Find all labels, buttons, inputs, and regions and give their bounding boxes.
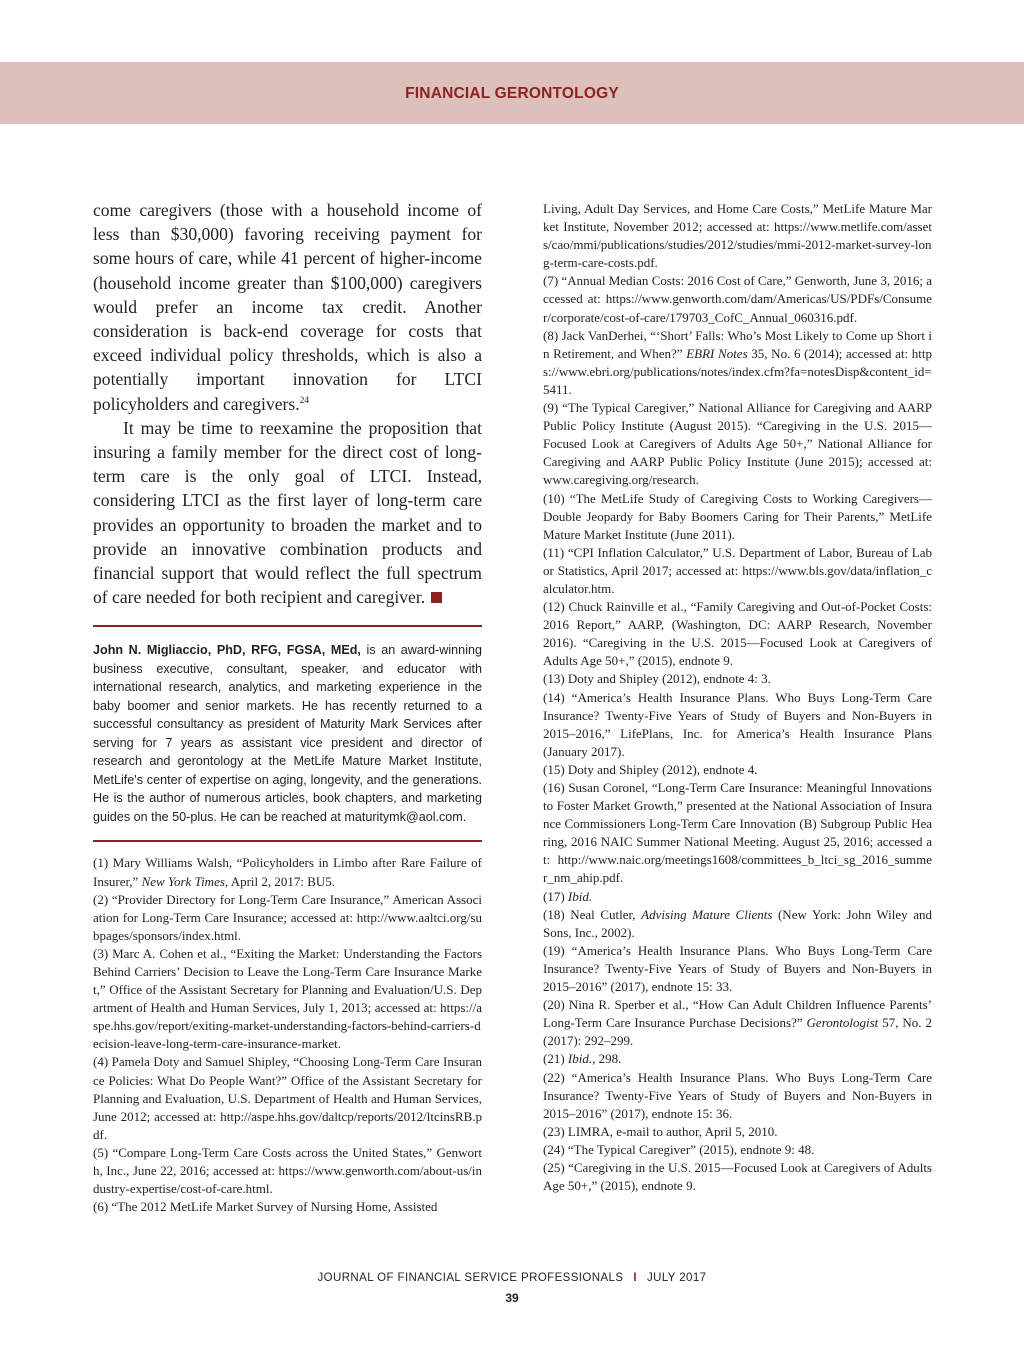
endnote-23: (23) LIMRA, e-mail to author, April 5, 2010. [543,1123,778,1139]
endnotes-right [543,200,932,1195]
endnote-3: (3) Marc A. Cohen et al., “Exiting the Market: Understanding the Factors Behind Carriers’ Decision to Leave the Long-Term Care Insurance Market,” Office of the Assistant Secretary for Planning and Evaluation/U.S. Department of Health and Human Services, July 1, 2013; accessed at: https://aspe.hhs.gov/report/exiting-market-understanding-factors-behind-carriers-decision-leave-long-term-care-insurance-market. [93,945,482,1052]
endnote-8-text: (8) Jack VanDerhei, “‘Short’ Falls: Who’s Most Likely to Come up Short in Retirement, and When?” [543,327,932,361]
author-bio [93,641,482,826]
endnote-11: (11) “CPI Inflation Calculator,” U.S. Department of Labor, Bureau of Labor Statistics, April 2017; accessed at: https://www.bls.gov/data/inflation_calculator.htm. [543,544,932,596]
endnote-17-ibid: Ibid. [567,888,593,904]
endnote-1-text: (1) Mary Williams Walsh, “Policyholders in Limbo after Rare Failure of Insurer,” [93,855,482,889]
journal-name: JOURNAL OF FINANCIAL SERVICE PROFESSIONALS [317,1272,624,1284]
body-paragraph-1 [93,198,482,416]
endnote-1-date: April 2, 2017: BU5. [228,873,336,889]
section-title: FINANCIAL GERONTOLOGY [405,85,619,102]
endnote-16: (16) Susan Coronel, “Long-Term Care Insurance: Meaningful Innovations to Foster Market Growth,” presented at the National Association of Insurance Commissioners Long-Term Care Innovation (B) Subgroup Public Hearing, 2016 NAIC Summer National Meeting. August 25, 2016; accessed at: http://www.naic.org/meetings1608/committees_b_ltci_sg_2016_summer_nm_ahip.pdf. [543,780,932,886]
endnote-1-title: New York Times, [141,873,229,889]
endnote-6-start: (6) “The 2012 MetLife Market Survey of Nursing Home, Assisted [93,1199,438,1215]
endnote-7: (7) “Annual Median Costs: 2016 Cost of Care,” Genworth, June 3, 2016; accessed at: https://www.genworth.com/dam/Americas/US/PDFs/Consumer/corporate/cost-of-care/179703_CofC_Annual_060316.pdf. [543,273,932,325]
divider-top [93,625,482,627]
endnote-10: (10) “The MetLife Study of Caregiving Costs to Working Caregivers—Double Jeopardy for Baby Boomers Caring for Their Parents,” MetLife Mature Market Institute (June 2011). [543,490,932,542]
endnote-21-ibid: Ibid., [567,1051,596,1067]
endnote-17 [543,888,932,906]
endnote-5: (5) “Compare Long-Term Care Costs across the United States,” Genworth, Inc., June 22, 2016; accessed at: https://www.genworth.com/about-us/industry-expertise/cost-of-care.html. [93,1144,482,1197]
endnote-8-title: EBRI Notes [686,345,748,361]
endnote-9: (9) “The Typical Caregiver,” National Alliance for Caregiving and AARP Public Policy Institute (August 2015). “Caregiving in the U.S. 2015—Focused Look at Caregivers of Adults Age 50+,” National Alliance for Caregiving and AARP Public Policy Institute (June 2015); accessed at: www.caregiving.org/research. [543,400,932,488]
endnote-20 [543,996,932,1050]
endnote-18-text: (18) Neal Cutler, [543,906,642,922]
endnote-18 [543,906,932,942]
author-bio-text: is an award-winning business executive, consultant, speaker, and educator with international research, analytics, and marketing experience in the baby boomer and senior markets. He has recently returned to a successful consultancy as president of Maturity Mark Services after serving for 7 years as assistant vice president and director of research and gerontology at the MetLife Mature Market Institute, MetLife's center of expertise on aging, longevity, and the generations. He is the author of numerous articles, book chapters, and marketing guides on the 50-plus. He can be reached at maturitymk@aol.com. [93,643,482,824]
right-column [543,200,932,1195]
endnote-1 [93,854,482,890]
endnote-24: (24) “The Typical Caregiver” (2015), endnote 9: 48. [543,1141,815,1157]
issue-date: JULY 2017 [647,1272,707,1284]
footer-separator: I [633,1272,637,1284]
endnote-25: (25) “Caregiving in the U.S. 2015—Focused Look at Caregivers of Adults Age 50+,” (2015), endnote 9. [543,1159,932,1194]
author-name: John N. Migliaccio, PhD, RFG, FGSA, MEd, [93,643,361,658]
divider-bottom [93,840,482,842]
endnotes-left [93,854,482,1216]
endnote-4: (4) Pamela Doty and Samuel Shipley, “Choosing Long-Term Care Insurance Policies: What Do People Want?” Office of the Assistant Secretary for Planning and Evaluation, U.S. Department of Health and Human Services, June 2012; accessed at: http://aspe.hhs.gov/daltcp/reports/2012/ltcinsRB.pdf. [93,1054,482,1142]
left-column [93,198,482,1216]
endnote-21-page: 298. [595,1051,622,1067]
endnote-19: (19) “America’s Health Insurance Plans. Who Buys Long-Term Care Insurance? Twenty-Five Years of Study of Buyers and Non-Buyers in 2015–2016” (2017), endnote 15: 33. [543,942,932,995]
endnote-8-source: 35, No. 6 (2014); accessed at: https://www.ebri.org/publications/notes/index.cfm?fa=notesDisp&content_id=5411. [543,345,933,397]
endnote-20-volume: 57, No. 2 (2017): 292–299. [543,1015,932,1049]
endnote-12: (12) Chuck Rainville et al., “Family Caregiving and Out-of-Pocket Costs: 2016 Report,” AARP, (Washington, DC: AARP Research, November 2016). “Caregiving in the U.S. 2015—Focused Look at Caregivers of Adults Age 50+,” (2015), endnote 9. [543,599,932,669]
endnote-6-continued: Living, Adult Day Services, and Home Care Costs,” MetLife Mature Market Institute, November 2012; accessed at: https://www.metlife.com/assets/cao/mmi/publications/studies/2012/studies/mmi-2012-market-survey-long-term-care-costs.pdf. [543,201,932,271]
endnote-14: (14) “America’s Health Insurance Plans. Who Buys Long-Term Care Insurance? Twenty-Five Years of Study of Buyers and Non-Buyers in 2015–2016,” LifePlans, Inc. for America’s Health Insurance Plans (January 2017). [543,689,932,759]
article-body [93,198,482,609]
endnote-20-text: (20) Nina R. Sperber et al., “How Can Adult Children Influence Parents’ Long-Term Care Insurance Purchase Decisions?” [543,997,932,1031]
endnote-18-title: Advising Mature Clients [641,906,773,922]
endnote-2: (2) “Provider Directory for Long-Term Care Insurance,” American Association for Long-Term Care Insurance; accessed at: http://www.aaltci.org/subpages/sponsors/index.html. [93,891,482,943]
endnote-15: (15) Doty and Shipley (2012), endnote 4. [543,761,758,777]
endnote-13: (13) Doty and Shipley (2012), endnote 4: 3. [543,671,771,687]
end-of-article-icon [431,592,442,603]
page-footer [0,1272,1024,1284]
endnote-21 [543,1050,932,1068]
endnote-17-number: (17) [543,888,568,904]
endnote-22: (22) “America’s Health Insurance Plans. Who Buys Long-Term Care Insurance? Twenty-Five Years of Study of Buyers and Non-Buyers in 2015–2016” (2017), endnote 15: 36. [543,1069,932,1121]
page-number: 39 [505,1291,519,1305]
body-paragraph-2 [93,416,482,610]
endnote-20-journal: Gerontologist [806,1015,879,1031]
endnote-18-publisher: (New York: John Wiley and Sons, Inc., 2002). [543,906,933,940]
body-paragraph-1-text: come caregivers (those with a household income of less than $30,000) favoring receiving payment for some hours of care, while 41 percent of higher-income (household income greater than $100,000) caregivers would prefer an income tax credit. Another consideration is back-end coverage for costs that exceed individual policy thresholds, which is also a potentially important innovation for LTCI policyholders and caregivers. [93,200,482,414]
body-paragraph-2-text: It may be time to reexamine the proposition that insuring a family member for the direct cost of long-term care is the only goal of LTCI. Instead, considering LTCI as the first layer of long-term care provides an opportunity to broaden the market and to provide an innovative combination products and financial support that would reflect the full spectrum of care needed for both recipient and caregiver. [93,417,482,608]
endnote-ref-24: 24 [299,395,310,406]
endnote-8 [543,327,932,399]
endnote-21-number: (21) [543,1051,568,1067]
